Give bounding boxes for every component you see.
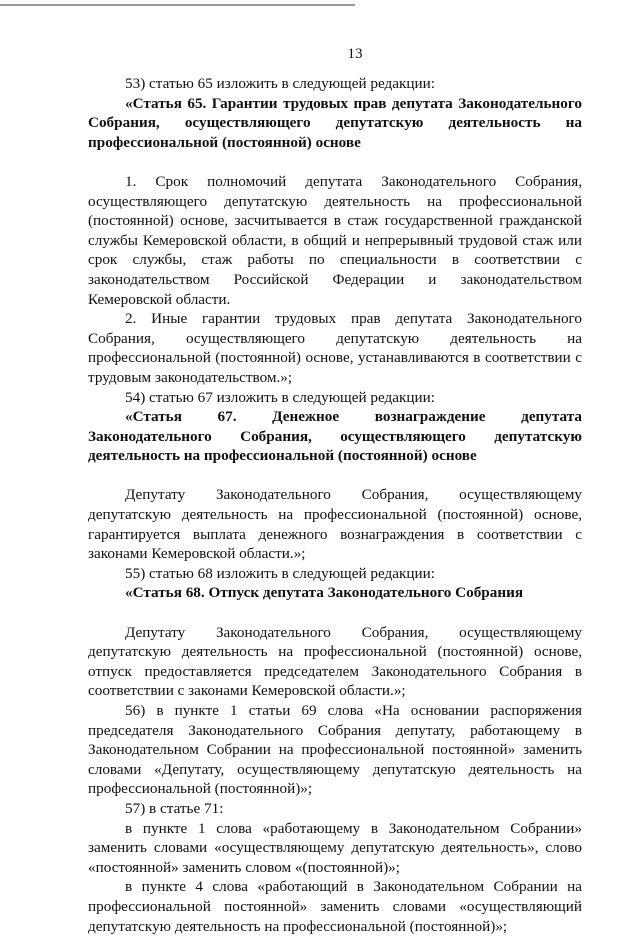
amendment-item-53: 53) статью 65 изложить в следующей редакции:	[125, 75, 435, 92]
article-65-clause-1: 1. Срок полномочий депутата Законодательного Собрания, осуществляющего депутатскую деятельность на профессиональной (постоянной) основе, засчитывается в стаж государственной гражданской службы Кемеровской области, в общий и непрерывный трудовой стаж или срок службы, стаж работы по специальности в соответствии с законодательством Российской Федерации и законодательством Кемеровской области.	[88, 172, 582, 308]
spacer	[88, 466, 582, 486]
article-67-heading: «Статья 67. Денежное вознаграждение депутата Законодательного Собрания, осуществляющего депутатскую деятельность на профессиональной (постоянной) основе	[88, 408, 582, 465]
document-body	[88, 74, 582, 936]
top-divider-line	[0, 4, 355, 6]
article-65-clause-2: 2. Иные гарантии трудовых прав депутата Законодательного Собрания, осуществляющего депутатскую деятельность на профессиональной (постоянной) основе, устанавливаются в соответствии с трудовым законодательством.»;	[88, 310, 582, 386]
amendment-item-55: 55) статью 68 изложить в следующей редакции:	[125, 564, 435, 582]
article-71-point-4-change: в пункте 4 слова «работающий в Законодательном Собрании на профессиональной постоянной» заменить словами «осуществляющий депутатскую деятельность на профессиональной (постоянной)»;	[88, 878, 582, 935]
amendment-item-57: 57) в статье 71:	[125, 799, 224, 817]
article-68-heading: «Статья 68. Отпуск депутата Законодательного Собрания	[125, 584, 524, 602]
article-65-heading: «Статья 65. Гарантии трудовых прав депутата Законодательного Собрания, осуществляющего депутатскую деятельность на профессиональной (постоянной) основе	[88, 94, 582, 151]
spacer	[88, 603, 582, 623]
article-71-point-1-change: в пункте 1 слова «работающему в Законодательном Собрании» заменить словами «осуществляющему депутатскую деятельность», слово «постоянной» заменить словом «(постоянной)»;	[88, 819, 582, 876]
article-67-text: Депутату Законодательного Собрания, осуществляющему депутатскую деятельность на профессиональной (постоянной) основе, гарантируется выплата денежного вознаграждения в соответствии с законами Кемеровской области.»;	[88, 486, 582, 563]
amendment-item-54: 54) статью 67 изложить в следующей редакции:	[125, 388, 435, 406]
article-68-text: Депутату Законодательного Собрания, осуществляющему депутатскую деятельность на профессиональной (постоянной) основе, отпуск предоставляется председателем Законодательного Собрания в соответствии с законами Кемеровской области.»;	[88, 623, 582, 700]
page-number: 13	[347, 45, 363, 62]
spacer	[88, 152, 582, 172]
amendment-item-56: 56) в пункте 1 статьи 69 слова «На основании распоряжения председателя Законодательного Собрания депутату, работающему в Законодательном Собрании на профессиональной постоянной» заменить словами «Депутату, осуществляющему депутатскую деятельность на профессиональной (постоянной)»;	[88, 702, 582, 798]
